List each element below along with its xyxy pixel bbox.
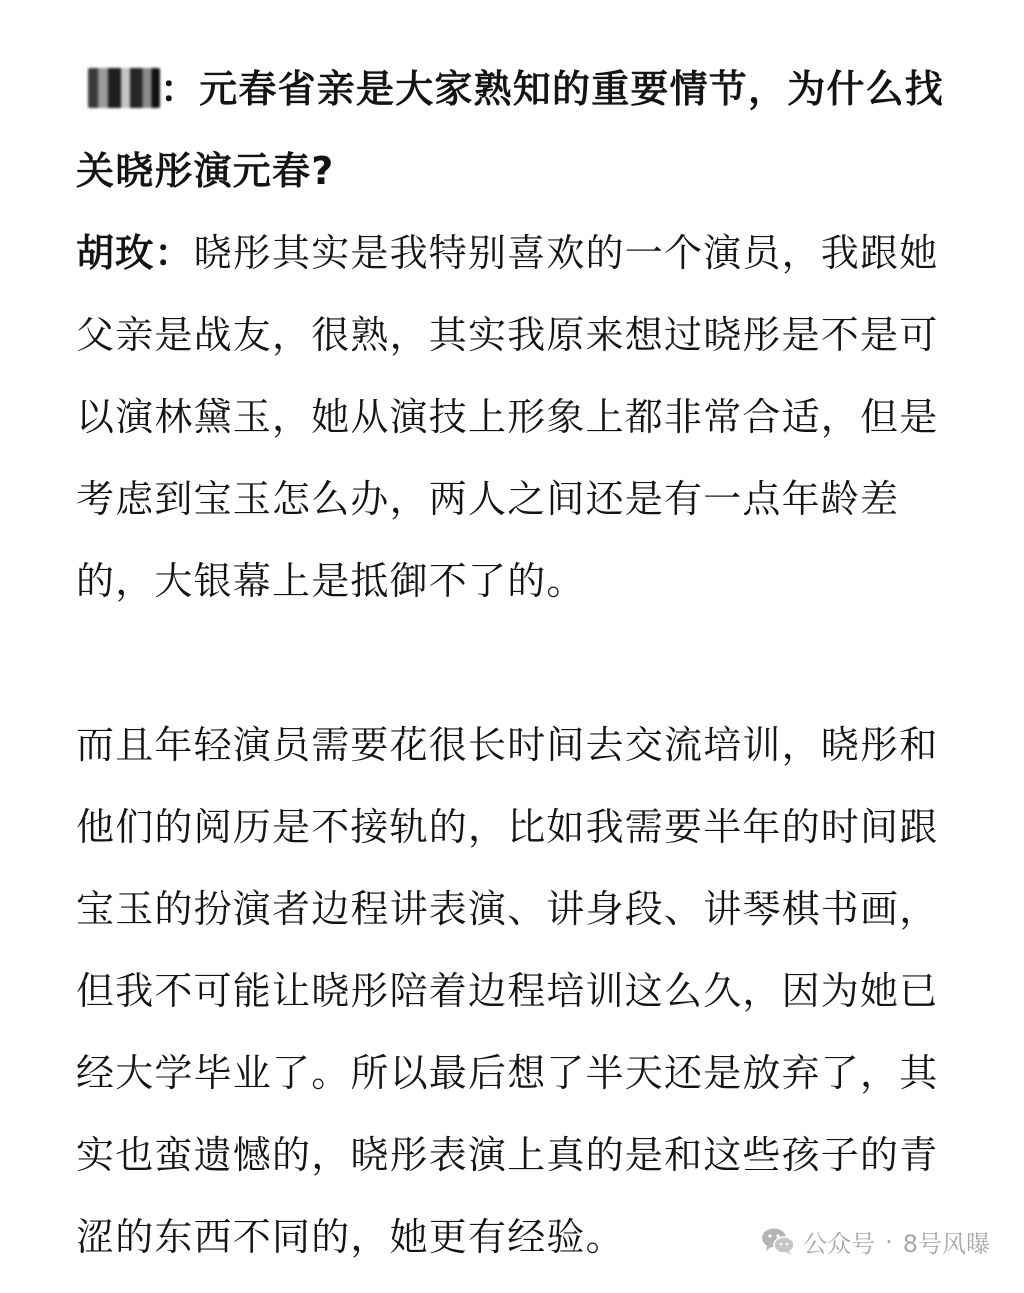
wechat-icon [761, 1227, 795, 1257]
answer-paragraph-2: 而且年轻演员需要花很长时间去交流培训，晓彤和他们的阅历是不接轨的，比如我需要半年的时间跟宝玉的扮演者边程讲表演、讲身段、讲琴棋书画，但我不可能让晓彤陪着边程培训这么久，因为她已经大学毕业了。所以最后想了半天还是放弃了，其实也蛮遗憾的，晓彤表演上真的是和这些孩子的青涩的东西不同的，她更有经验。 [76, 723, 939, 1259]
answer-speaker: 胡玫： [76, 231, 194, 275]
answer-text-1: 晓彤其实是我特别喜欢的一个演员，我跟她父亲是战友，很熟，其实我原来想过晓彤是不是可以演林黛玉，她从演技上形象上都非常合适，但是考虑到宝玉怎么办，两人之间还是有一点年龄差的，大银幕上是抵御不了的。 [76, 231, 939, 603]
redacted-interviewer-name [88, 68, 160, 108]
paragraph-spacer [76, 622, 956, 704]
question-text: ：元春省亲是大家熟知的重要情节，为什么找关晓彤演元春? [76, 67, 945, 193]
watermark [761, 1224, 990, 1259]
watermark-source: 公众号 [803, 1230, 876, 1258]
interview-question [76, 48, 956, 212]
interview-article [76, 48, 956, 1278]
answer-paragraph-1 [76, 212, 956, 622]
watermark-separator: · [885, 1227, 893, 1256]
watermark-account: 8号风曝 [902, 1230, 990, 1258]
